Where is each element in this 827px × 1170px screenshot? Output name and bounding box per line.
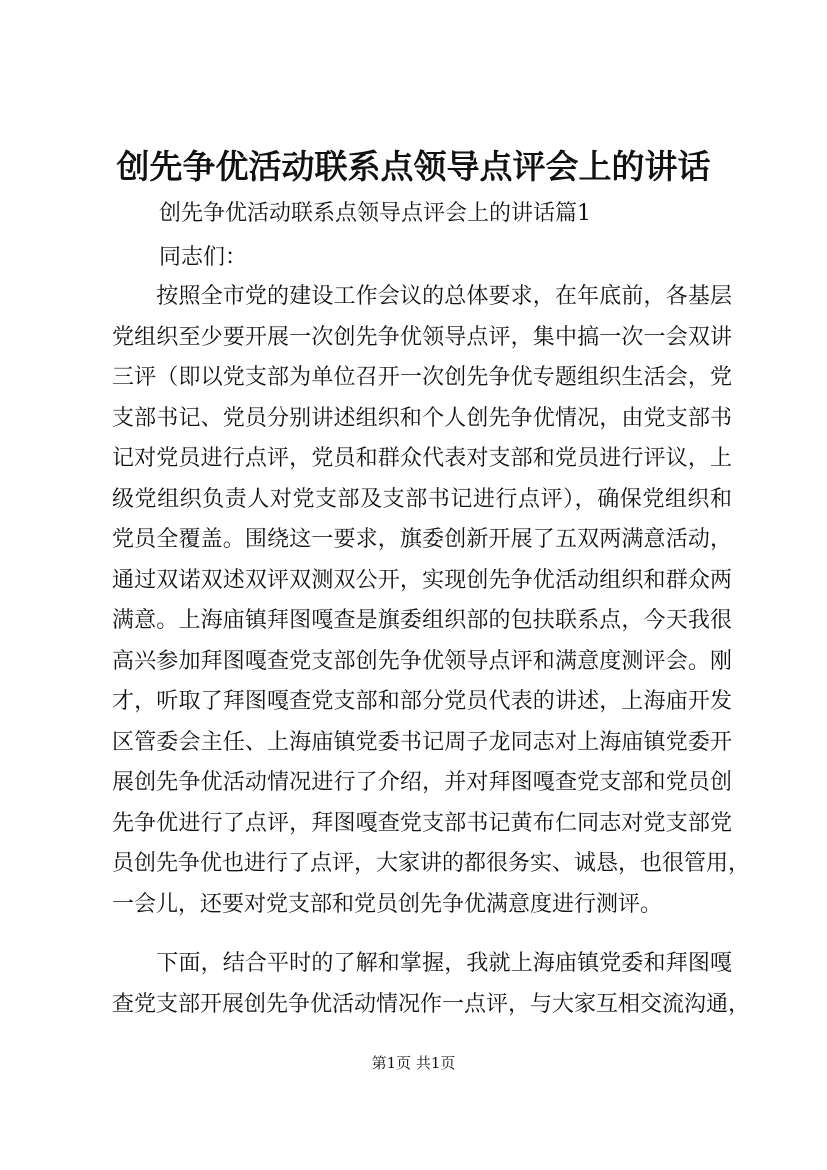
text-line: 三评（即以党支部为单位召开一次创先争优专题组织生活会，党 — [112, 365, 732, 390]
text-line: 党组织至少要开展一次创先争优领导点评，集中搞一次一会双讲 — [112, 324, 732, 350]
paragraph-2 — [112, 944, 751, 1025]
text-line: 区管委会主任、上海庙镇党委书记周子龙同志对上海庙镇党委开 — [112, 729, 732, 755]
text-line: 通过双诺双述双评双测双公开，实现创先争优活动组织和群众两 — [112, 567, 732, 593]
document-subtitle: 创先争优活动联系点领导点评会上的讲话篇1 — [159, 201, 591, 226]
text-line: 下面，结合平时的了解和掌握，我就上海庙镇党委和拜图嘎 — [112, 951, 732, 976]
text-line: 按照全市党的建设工作会议的总体要求，在年底前，各基层 — [112, 284, 732, 309]
document-title: 创先争优活动联系点领导点评会上的讲话 — [116, 147, 711, 186]
text-line: 才，听取了拜图嘎查党支部和部分党员代表的讲述，上海庙开发 — [112, 689, 732, 714]
text-line: 先争优进行了点评，拜图嘎查党支部书记黄布仁同志对党支部党 — [112, 810, 732, 836]
text-line: 党员全覆盖。围绕这一要求，旗委创新开展了五双两满意活动， — [112, 527, 732, 552]
text-line: 支部书记、党员分别讲述组织和个人创先争优情况，由党支部书 — [112, 405, 732, 431]
text-line: 满意。上海庙镇拜图嘎查是旗委组织部的包扶联系点，今天我很 — [112, 608, 732, 633]
text-line: 记对党员进行点评，党员和群众代表对支部和党员进行评议，上 — [112, 446, 732, 471]
text-line: 展创先争优活动情况进行了介绍，并对拜图嘎查党支部和党员创 — [112, 770, 732, 795]
text-line: 查党支部开展创先争优活动情况作一点评，与大家互相交流沟通， — [112, 991, 751, 1017]
text-line: 一会儿，还要对党支部和党员创先争优满意度进行测评。 — [112, 891, 663, 917]
text-line: 员创先争优也进行了点评，大家讲的都很务实、诚恳，也很管用， — [112, 851, 751, 876]
paragraph-1 — [112, 277, 751, 925]
text-line: 级党组织负责人对党支部及支部书记进行点评），确保党组织和 — [112, 486, 732, 512]
salutation: 同志们： — [159, 245, 248, 270]
text-line: 高兴参加拜图嘎查党支部创先争优领导点评和满意度测评会。刚 — [112, 648, 732, 674]
page-footer: 第1页 共1页 — [371, 1054, 456, 1072]
